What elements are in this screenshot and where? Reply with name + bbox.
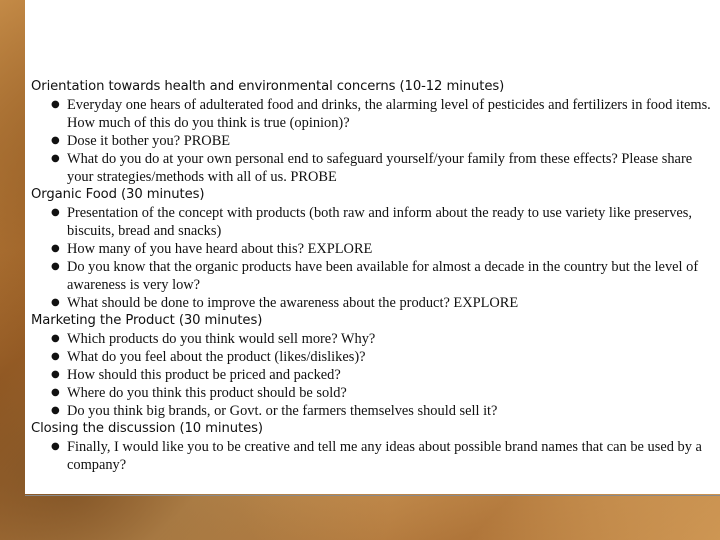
list-item [51,402,717,420]
list-item [51,294,717,312]
section-heading: Orientation towards health and environmental concerns (10-12 minutes) [31,79,505,94]
list-item-text: Everyday one hears of adulterated food and drinks, the alarming level of pesticides and fertilizers in food items. How much of this do you think is true (opinion)? [67,97,711,131]
bullet-icon: ● [51,297,60,308]
section-organic-food [31,186,717,312]
section-item-list [31,438,717,474]
list-item [51,150,717,186]
list-item-text: Which products do you think would sell more? Why? [67,331,376,347]
bullet-icon: ● [51,369,60,380]
list-item-text: How should this product be priced and packed? [67,367,341,383]
section-item-list [31,330,717,420]
section-marketing [31,312,717,420]
bullet-icon: ● [51,261,60,272]
list-item-text: What do you feel about the product (likes/dislikes)? [67,349,366,365]
section-heading: Closing the discussion (10 minutes) [31,421,263,436]
list-item-text: How many of you have heard about this? EXPLORE [67,241,373,257]
list-item [51,384,717,402]
section-health-concerns [31,78,717,186]
bullet-icon: ● [51,351,60,362]
list-item [51,240,717,258]
list-item [51,258,717,294]
section-closing [31,420,717,474]
list-item-text: Where do you think this product should be sold? [67,385,347,401]
list-item [51,204,717,240]
discussion-guide [31,78,717,474]
section-heading: Organic Food (30 minutes) [31,187,205,202]
list-item [51,330,717,348]
bullet-icon: ● [51,99,60,110]
bottom-divider [25,495,720,496]
list-item-text: Presentation of the concept with products (both raw and inform about the ready to use variety like preserves, biscuits, bread and snacks) [67,205,693,239]
bullet-icon: ● [51,405,60,416]
list-item-text: What do you do at your own personal end to safeguard yourself/your family from these effects? Please share your strategies/methods with all of us. PROBE [67,151,693,185]
section-heading: Marketing the Product (30 minutes) [31,313,263,328]
bullet-icon: ● [51,441,60,452]
list-item [51,348,717,366]
list-item [51,438,717,474]
section-item-list [31,204,717,312]
list-item [51,366,717,384]
list-item-text: Do you know that the organic products have been available for almost a decade in the country but the level of awareness is very low? [67,259,699,293]
bullet-icon: ● [51,135,60,146]
list-item-text: Dose it bother you? PROBE [67,133,231,149]
section-item-list [31,96,717,186]
list-item [51,132,717,150]
bullet-icon: ● [51,387,60,398]
list-item-text: What should be done to improve the awareness about the product? EXPLORE [67,295,519,311]
bullet-icon: ● [51,207,60,218]
bullet-icon: ● [51,333,60,344]
bullet-icon: ● [51,243,60,254]
list-item-text: Do you think big brands, or Govt. or the farmers themselves should sell it? [67,403,498,419]
bullet-icon: ● [51,153,60,164]
list-item-text: Finally, I would like you to be creative and tell me any ideas about possible brand names that can be used by a company? [67,439,702,473]
list-item [51,96,717,132]
